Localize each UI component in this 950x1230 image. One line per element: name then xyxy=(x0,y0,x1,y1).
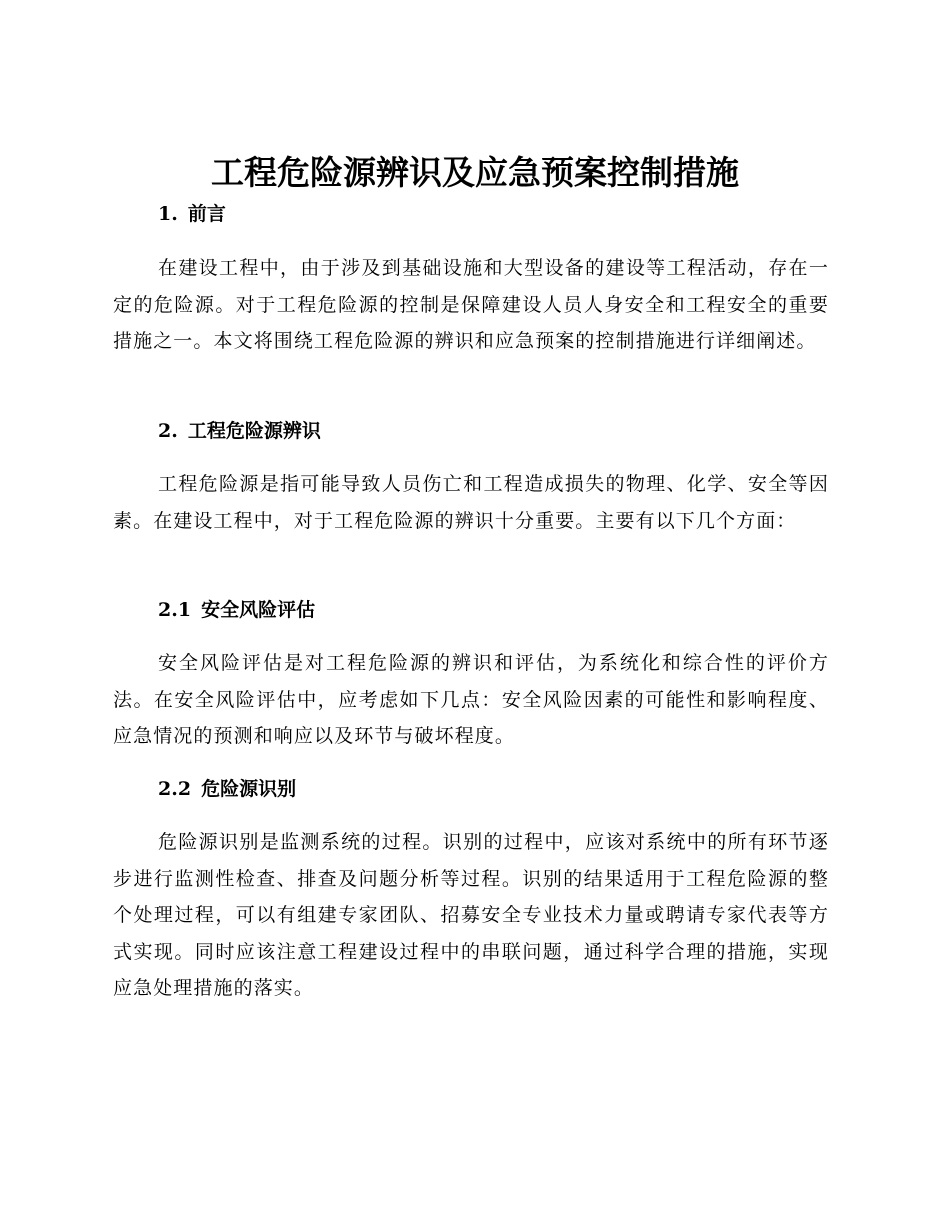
section-paragraph-1: 在建设工程中，由于涉及到基础设施和大型设备的建设等工程活动，存在一定的危险源。对于工程危险源的控制是保障建设人员人身安全和工程安全的重要措施之一。本文将围绕工程危险源的辨识和应急预案的控制措施进行详细阐述。 xyxy=(113,257,829,352)
section-paragraph-2-2: 危险源识别是监测系统的过程。识别的过程中，应该对系统中的所有环节逐步进行监测性检查、排查及问题分析等过程。识别的结果适用于工程危险源的整个处理过程，可以有组建专家团队、招募安全专业技术力量或聘请专家代表等方式实现。同时应该注意工程建设过程中的串联问题，通过科学合理的措施，实现应急处理措施的落实。 xyxy=(113,831,829,999)
section-title: 安全风险评估 xyxy=(201,599,316,621)
section-number: 1. xyxy=(158,203,178,225)
section-title: 工程危险源辨识 xyxy=(187,420,321,442)
section-number: 2. xyxy=(158,420,178,442)
section-paragraph-2: 工程危险源是指可能导致人员伤亡和工程造成损失的物理、化学、安全等因素。在建设工程中，对于工程危险源的辨识十分重要。主要有以下几个方面： xyxy=(113,473,829,532)
section-heading-2 xyxy=(158,417,321,445)
section-title: 前言 xyxy=(187,203,226,225)
section-heading-2-1 xyxy=(158,596,315,624)
section-heading-2-2 xyxy=(158,775,296,803)
section-paragraph-2-1: 安全风险评估是对工程危险源的辨识和评估，为系统化和综合性的评价方法。在安全风险评估中，应考虑如下几点：安全风险因素的可能性和影响程度、应急情况的预测和响应以及环节与破坏程度。 xyxy=(113,652,829,747)
section-title: 危险源识别 xyxy=(201,778,297,800)
section-number: 2.1 xyxy=(158,599,192,621)
section-heading-1 xyxy=(158,200,226,228)
section-number: 2.2 xyxy=(158,778,192,800)
document-title: 工程危险源辨识及应急预案控制措施 xyxy=(211,153,739,192)
